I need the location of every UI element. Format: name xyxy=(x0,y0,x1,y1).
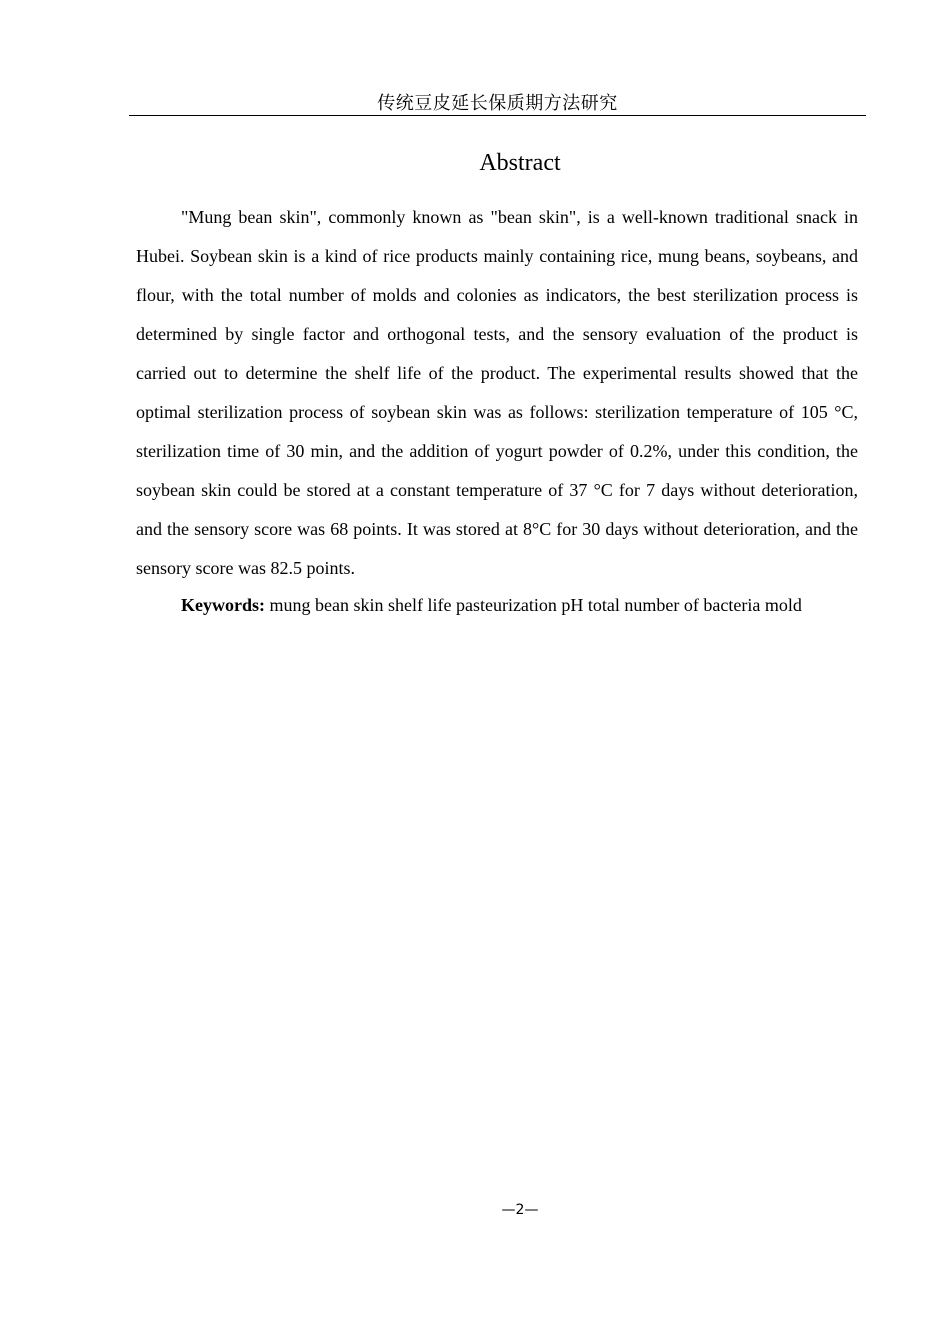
running-header: 传统豆皮延长保质期方法研究 xyxy=(377,93,618,114)
abstract-title: Abstract xyxy=(479,150,561,176)
keywords-line xyxy=(136,590,858,620)
keywords-text: mung bean skin shelf life pasteurization pH total number of bacteria mold xyxy=(265,595,802,615)
keywords-label: Keywords: xyxy=(181,595,265,615)
header-rule xyxy=(129,115,866,116)
page-number: —2— xyxy=(501,1202,539,1218)
abstract-body: "Mung bean skin", commonly known as "bean skin", is a well-known traditional snack in Hubei. Soybean skin is a kind of rice products mainly containing rice, mung beans, soybeans, and flour, with the total number of molds and colonies as indicators, the best sterilization process is determined by single factor and orthogonal tests, and the sensory evaluation of the product is carried out to determine the shelf life of the product. The experimental results showed that the optimal sterilization process of soybean skin was as follows: sterilization temperature of 105 °C, sterilization time of 30 min, and the addition of yogurt powder of 0.2%, under this condition, the soybean skin could be stored at a constant temperature of 37 °C for 7 days without deterioration, and the sensory score was 68 points. It was stored at 8°C for 30 days without deterioration, and the sensory score was 82.5 points. xyxy=(136,207,858,578)
